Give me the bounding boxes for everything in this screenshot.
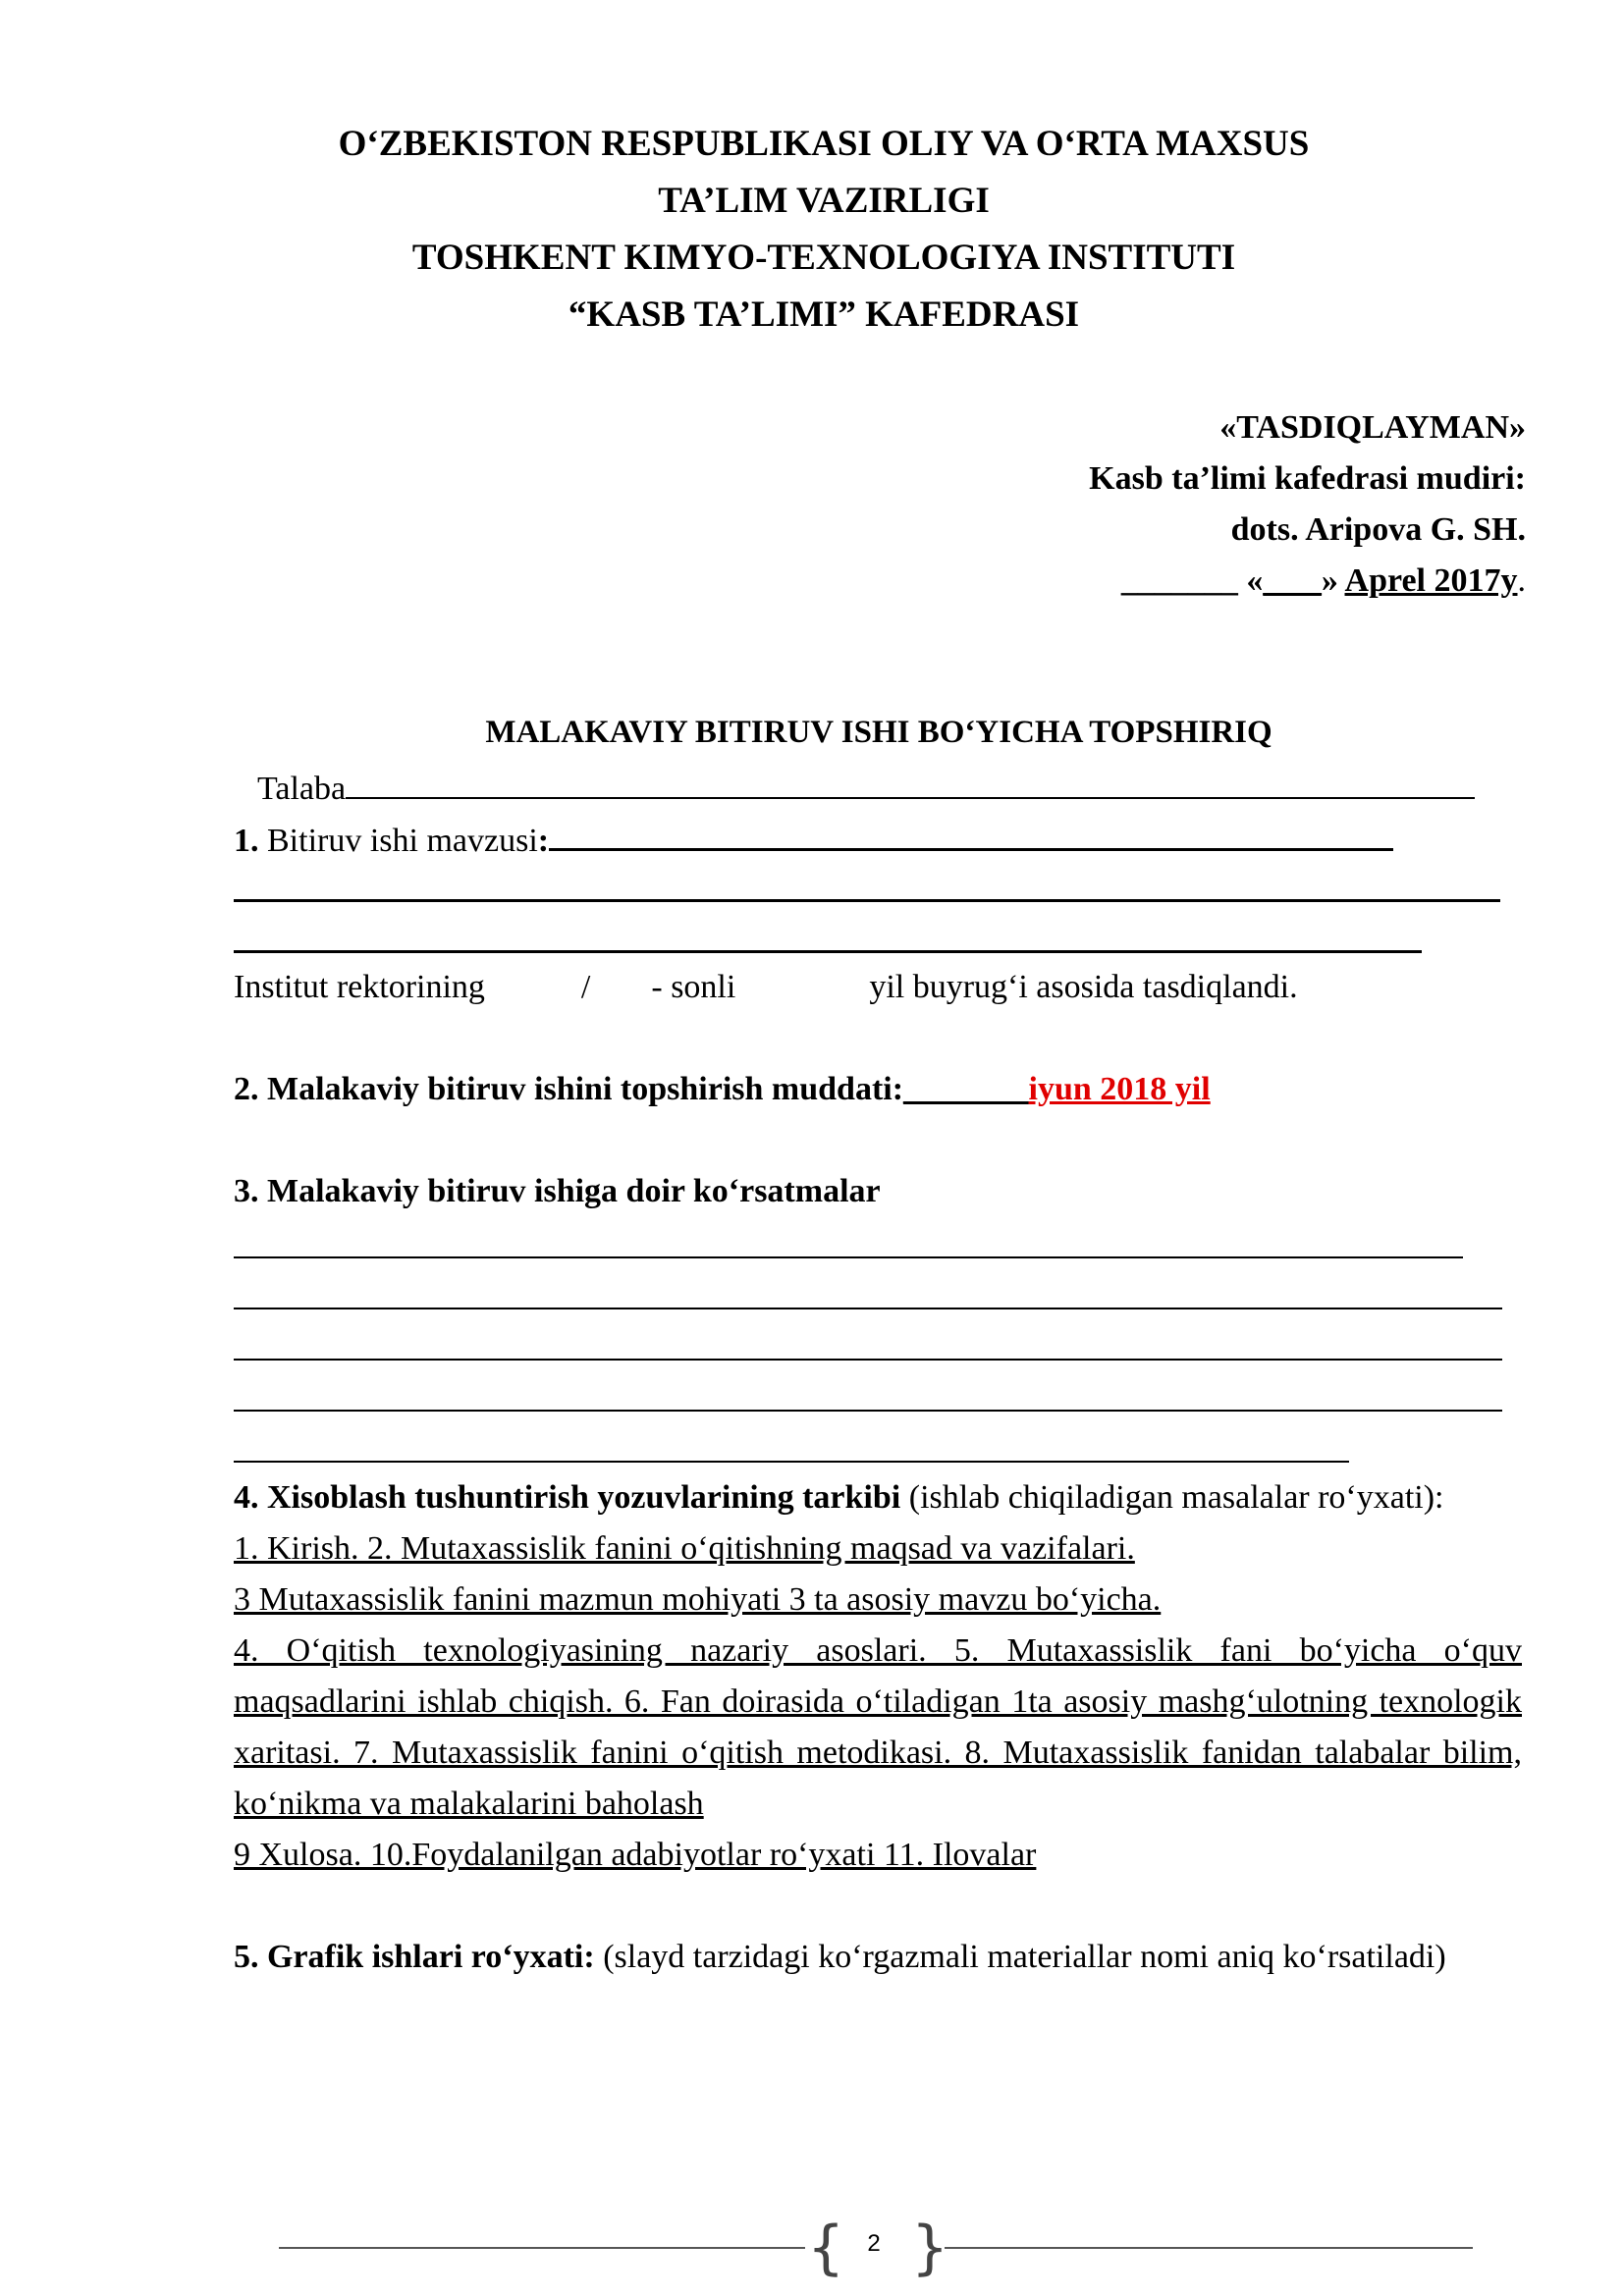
contents-paragraph: 4. O‘qitish texnologiyasining nazariy asoslari. 5. Mutaxassislik fani bo‘yicha o‘quv maqsadlarini ishlab chiqish. 6. Fan doirasida o‘tiladigan 1ta asosiy mashg‘ulotning texnologik xaritasi. 7. Mutaxassislik fanini o‘qitish metodikasi. 8. Mutaxassislik fanidan talabalar bilim, ko‘nikma va malakalarini baholash	[234, 1632, 1522, 1822]
ministry-line-2: TA’LIM VAZIRLIGI	[658, 181, 990, 221]
guidance-blank-3[interactable]	[234, 1319, 1502, 1361]
order-text-number: - sonli	[651, 969, 736, 1005]
order-line	[234, 962, 1510, 1013]
left-bracket-icon: {	[807, 2214, 845, 2282]
page-footer	[0, 2214, 1624, 2282]
section-5-label: 5. Grafik ishlari ro‘yxati:	[234, 1939, 595, 1975]
date-day-blank: _ __	[1263, 562, 1322, 599]
section-4-note: (ishlab chiqiladigan masalalar ro‘yxati):	[900, 1479, 1444, 1516]
department-name: “KASB TA’LIMI” KAFEDRASI	[568, 294, 1080, 335]
guidance-line-3	[234, 1319, 1510, 1370]
topic-line	[234, 809, 1510, 860]
date-period: .	[1517, 562, 1526, 599]
guidance-line-2	[234, 1268, 1510, 1319]
ministry-line-1: O‘ZBEKISTON RESPUBLIKASI OLIY VA O‘RTA MAXSUS	[338, 124, 1310, 164]
topic-continuation-1	[234, 860, 1510, 911]
deadline-value: iyun 2018 yil	[1028, 1071, 1211, 1107]
approver-name: dots. Aripova G. SH.	[1230, 511, 1526, 548]
section-4-label: 4. Xisoblash tushuntirish yozuvlarining tarkibi	[234, 1479, 901, 1516]
guidance-line-4	[234, 1370, 1510, 1421]
section-2-label: 2. Malakaviy bitiruv ishini topshirish muddati:	[234, 1071, 904, 1107]
topic-continuation-2	[234, 911, 1510, 962]
student-line	[234, 758, 1510, 809]
date-quote-open: «	[1246, 562, 1264, 599]
date-month-year: Aprel 2017y	[1344, 562, 1518, 599]
right-bracket-icon: }	[911, 2214, 949, 2282]
deadline-line	[234, 1064, 1510, 1115]
assignment-title: MALAKAVIY BITIRUV ISHI BO‘YICHA TOPSHIRIQ	[485, 715, 1272, 750]
contents-line-last: 9 Xulosa. 10.Foydalanilgan adabiyotlar ro‘yxati 11. Ilovalar	[234, 1837, 1037, 1873]
approval-date	[1089, 556, 1526, 607]
order-text-rector: Institut rektorining	[234, 969, 485, 1005]
guidance-blank-2[interactable]	[234, 1268, 1502, 1309]
guidance-blank-4[interactable]	[234, 1370, 1502, 1412]
student-name-blank[interactable]	[346, 758, 1475, 799]
section-1-label: Bitiruv ishi mavzusi	[258, 823, 538, 859]
contents-line-1: 1. Kirish. 2. Mutaxassislik fanini o‘qitishning maqsad va vazifalari.	[234, 1530, 1135, 1567]
approver-position: Kasb ta’limi kafedrasi mudiri:	[1089, 460, 1526, 497]
assignment-body	[234, 707, 1522, 1983]
contents-line-2: 3 Mutaxassislik fanini mazmun mohiyati 3 ta asosiy mavzu bo‘yicha.	[234, 1581, 1162, 1618]
topic-blank-3[interactable]	[234, 911, 1422, 953]
section-4	[234, 1472, 1522, 1881]
section-5	[234, 1932, 1522, 1983]
guidance-line-1	[234, 1217, 1510, 1268]
topic-blank-2[interactable]	[234, 860, 1500, 902]
section-5-note: (slayd tarzidagi ko‘rgazmali materiallar nomi aniq ko‘rsatiladi)	[594, 1939, 1446, 1975]
order-text-approved: yil buyrug‘i asosida tasdiqlandi.	[869, 969, 1298, 1005]
document-header	[12, 116, 1624, 344]
approval-title: «TASDIQLAYMAN»	[1219, 409, 1526, 446]
footer-rule-right	[945, 2247, 1473, 2249]
section-4-heading	[234, 1472, 1522, 1523]
approval-block	[1089, 402, 1526, 607]
footer-rule-left	[279, 2247, 805, 2249]
date-quote-close: »	[1321, 562, 1338, 599]
order-text-slash: /	[580, 969, 591, 1005]
page-number: 2	[867, 2230, 881, 2257]
section-3-label: 3. Malakaviy bitiruv ishiga doir ko‘rsatmalar	[234, 1173, 881, 1209]
guidance-line-5	[234, 1421, 1510, 1472]
guidance-blank-1[interactable]	[234, 1217, 1463, 1258]
section-1-number: 1.	[234, 823, 259, 859]
date-signature-blank: _______	[1120, 562, 1238, 599]
topic-blank[interactable]	[549, 809, 1393, 851]
student-label: Talaba	[257, 771, 347, 807]
institute-name: TOSHKENT KIMYO-TEXNOLOGIYA INSTITUTI	[411, 238, 1236, 278]
section-1-colon: :	[537, 823, 550, 859]
guidance-blank-5[interactable]	[234, 1421, 1349, 1463]
deadline-day-blank[interactable]: __ _____	[903, 1071, 1029, 1107]
